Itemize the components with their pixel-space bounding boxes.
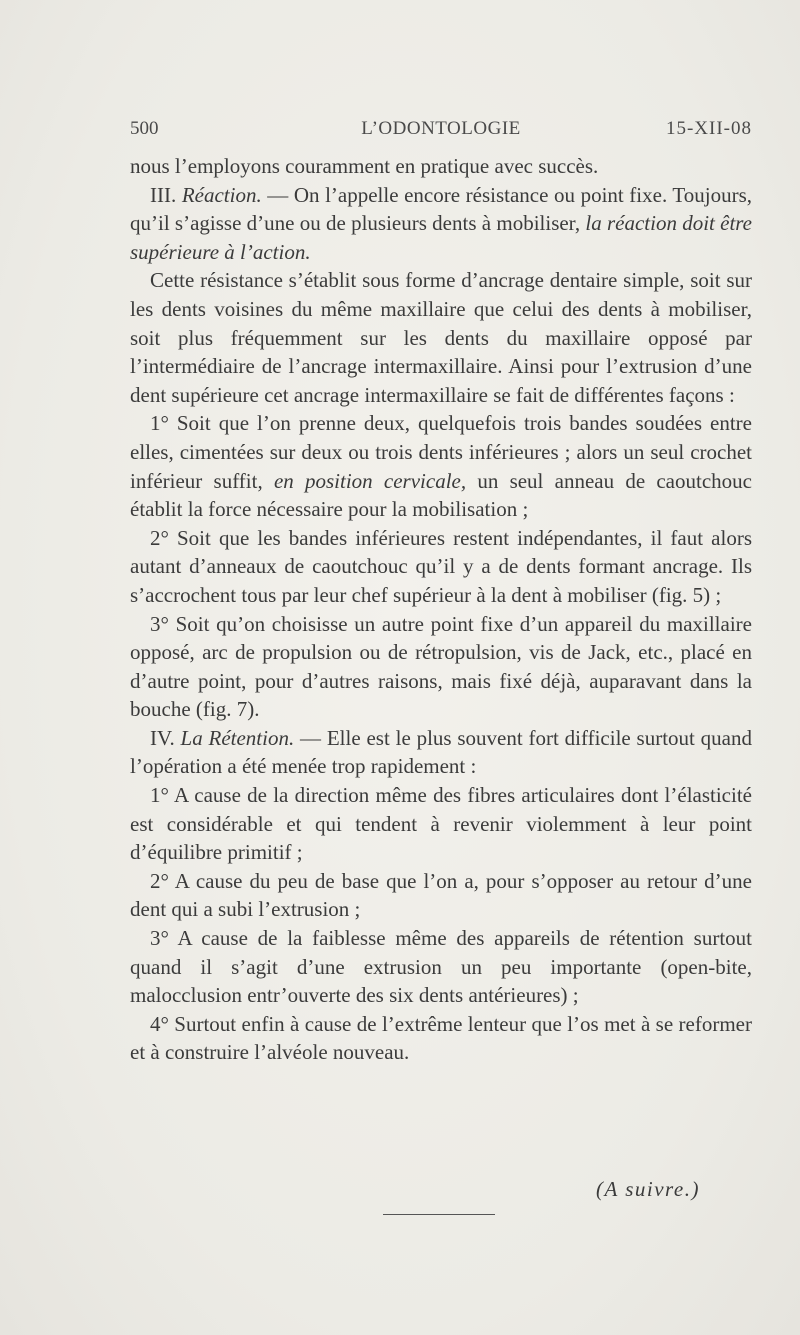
to-be-continued: (A suivre.) <box>596 1177 700 1201</box>
paragraph: 4° Surtout enfin à cause de l’extrême lenteur que l’os met à se reformer et à construire l’alvéole nouveau. <box>130 1011 752 1065</box>
paragraph: 2° A cause du peu de base que l’on a, pour s’opposer au retour d’une dent qui a subi l’extrusion ; <box>130 868 752 922</box>
section-heading: La Rétention. <box>180 725 295 750</box>
article-body <box>130 152 752 1067</box>
issue-date: 15-XII-08 <box>665 118 752 139</box>
paragraph: 3° A cause de la faiblesse même des appareils de rétention surtout quand il s’agit d’une extrusion un peu importante (open-bite, malocclusion entr’ouverte des six dents antérieures) ; <box>130 926 752 1008</box>
paragraph: 2° Soit que les bandes inférieures restent indépendantes, il faut alors autant d’anneaux de caoutchouc qu’il y a de dents formant ancrage. Ils s’accrochent tous par leur chef supérieur à la dent à mobiliser (fig. 5) ; <box>130 525 752 607</box>
section-heading: Réaction. <box>181 182 262 207</box>
page-number: 500 <box>130 118 159 139</box>
emphasis: en position cervicale, <box>273 468 467 493</box>
end-rule <box>383 1214 495 1215</box>
emphasis: la réaction doit être supérieure à l’action. <box>130 211 752 264</box>
paragraph: 1° Soit que l’on prenne deux, quelquefois trois bandes soudées entre elles, cimentées sur deux ou trois dents inférieures ; alors un seul crochet inférieur suffit, en position cervicale, un seul anneau de caoutchouc établit la force nécessaire pour la mobilisation ; <box>130 411 752 522</box>
paragraph: nous l’employons couramment en pratique avec succès. <box>130 154 599 178</box>
paragraph: 3° Soit qu’on choisisse un autre point fixe d’un appareil du maxillaire opposé, arc de propulsion ou de rétropulsion, vis de Jack, etc., placé en d’autre point, pour d’autres raisons, mais fixé déjà, auparavant dans la bouche (fig. 7). <box>130 611 752 722</box>
paragraph: IV. La Rétention. — Elle est le plus souvent fort difficile surtout quand l’opération a été menée trop rapidement : <box>130 725 753 779</box>
running-header <box>130 118 752 148</box>
paragraph: 1° A cause de la direction même des fibres articulaires dont l’élasticité est considérable et qui tendent à revenir violemment à leur point d’équilibre primitif ; <box>130 783 752 865</box>
paragraph: Cette résistance s’établit sous forme d’ancrage dentaire simple, soit sur les dents voisines du même maxillaire que celui des dents à mobiliser, soit plus fréquemment sur les dents du maxillaire opposé par l’intermédiaire de l’ancrage intermaxillaire. Ainsi pour l’extrusion d’une dent supérieure cet ancrage intermaxillaire se fait de différentes façons : <box>130 268 752 407</box>
journal-title: L’ODONTOLOGIE <box>361 118 521 139</box>
paragraph: III. Réaction. — On l’appelle encore résistance ou point fixe. Toujours, qu’il s’agisse d’une ou de plusieurs dents à mobiliser, la réaction doit être supérieure à l’action. <box>130 182 753 264</box>
